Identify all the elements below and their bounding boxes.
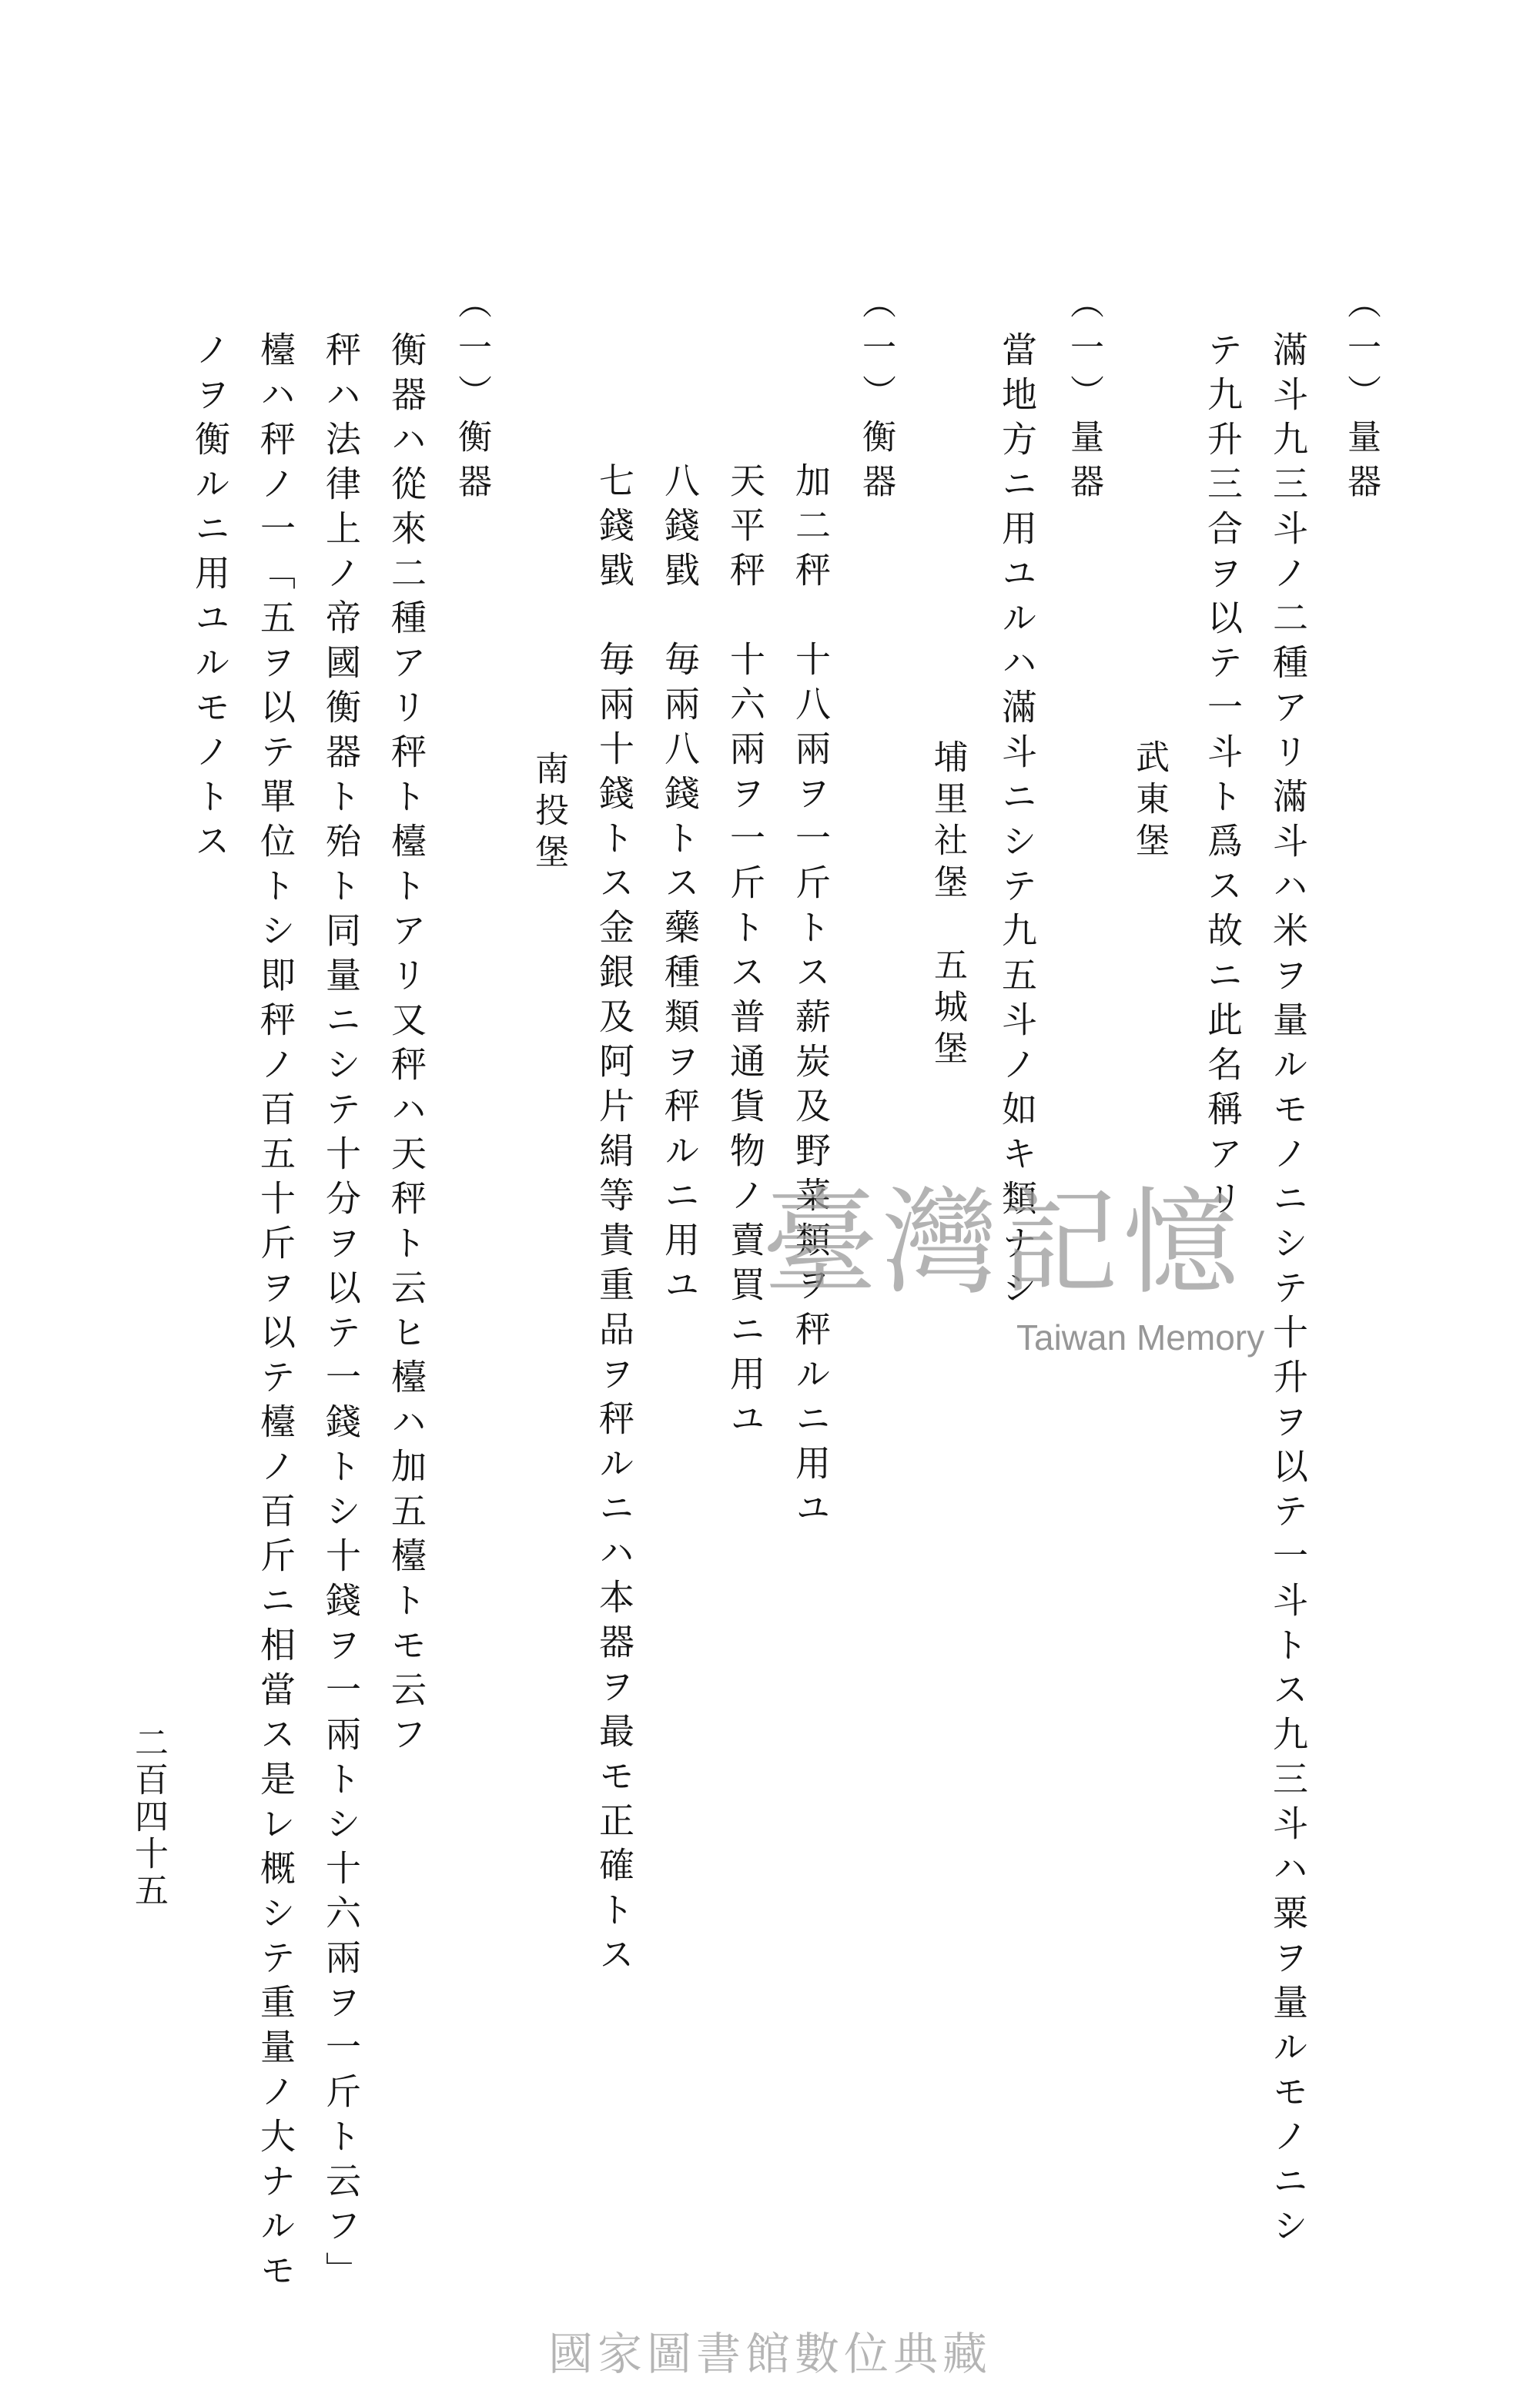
text-column: 天平秤 十六兩ヲ一斤トス普通貨物ノ賣買ニ用ユ [725,462,766,1445]
text-column: テ九升三合ヲ以テ一斗ト爲ス故ニ此名稱アリ [1202,331,1244,1224]
watermark-chinese-text: 臺灣記憶 [762,1177,1244,1311]
place-name-nantou: 南投堡 [529,751,568,875]
heading-weight-1: （一）衡器 [856,285,896,508]
text-column: 當地方ニ用ユルハ滿斗ニシテ九五斗ノ如キ類ナシ [996,331,1038,1314]
text-column: 七錢戥 毎兩十錢トス金銀及阿片絹等貴重品ヲ秤ルニハ本器ヲ最モ正確トス [594,462,635,1980]
text-column: 秤ハ法律上ノ帝國衡器ト殆ト同量ニシテ十分ヲ以テ一錢トシ十錢ヲ一兩トシ十六兩ヲ一斤ト云フ」 [320,331,362,2296]
heading-measure-2: （一）量器 [1064,285,1103,508]
footer-archive-credit: 國家圖書館數位典藏 [547,2328,992,2380]
watermark [762,1177,1286,1378]
place-name-butong: 武東堡 [1130,739,1169,864]
page-number: 二百四十五 [129,1725,168,1910]
watermark-english-text: Taiwan Memory [1016,1317,1265,1358]
heading-weight-2: （一）衡器 [452,285,491,508]
text-column: 滿斗九三斗ノ二種アリ滿斗ハ米ヲ量ルモノニシテ十升ヲ以テ一斗トス九三斗ハ粟ヲ量ルモノニシ [1267,331,1309,2251]
heading-measure-1: （一）量器 [1341,285,1381,508]
text-column: 檯ハ秤ノ一「五ヲ以テ單位トシ即秤ノ百五十斤ヲ以テ檯ノ百斤ニ相當ス是レ概シテ重量ノ大ナルモ [255,331,296,2296]
place-name-puli: 埔里社堡 五城堡 [928,739,967,1072]
text-column: 加二秤 十八兩ヲ一斤トス薪炭及野菜類ヲ秤ルニ用ユ [790,462,832,1534]
text-column: 衡器ハ從來二種アリ秤ト檯トアリ又秤ハ天秤ト云ヒ檯ハ加五檯トモ云フ [386,331,427,1760]
text-column: ノヲ衡ルニ用ユルモノトス [189,331,231,867]
text-column: 八錢戥 毎兩八錢トス藥種類ヲ秤ルニ用ユ [659,462,701,1311]
